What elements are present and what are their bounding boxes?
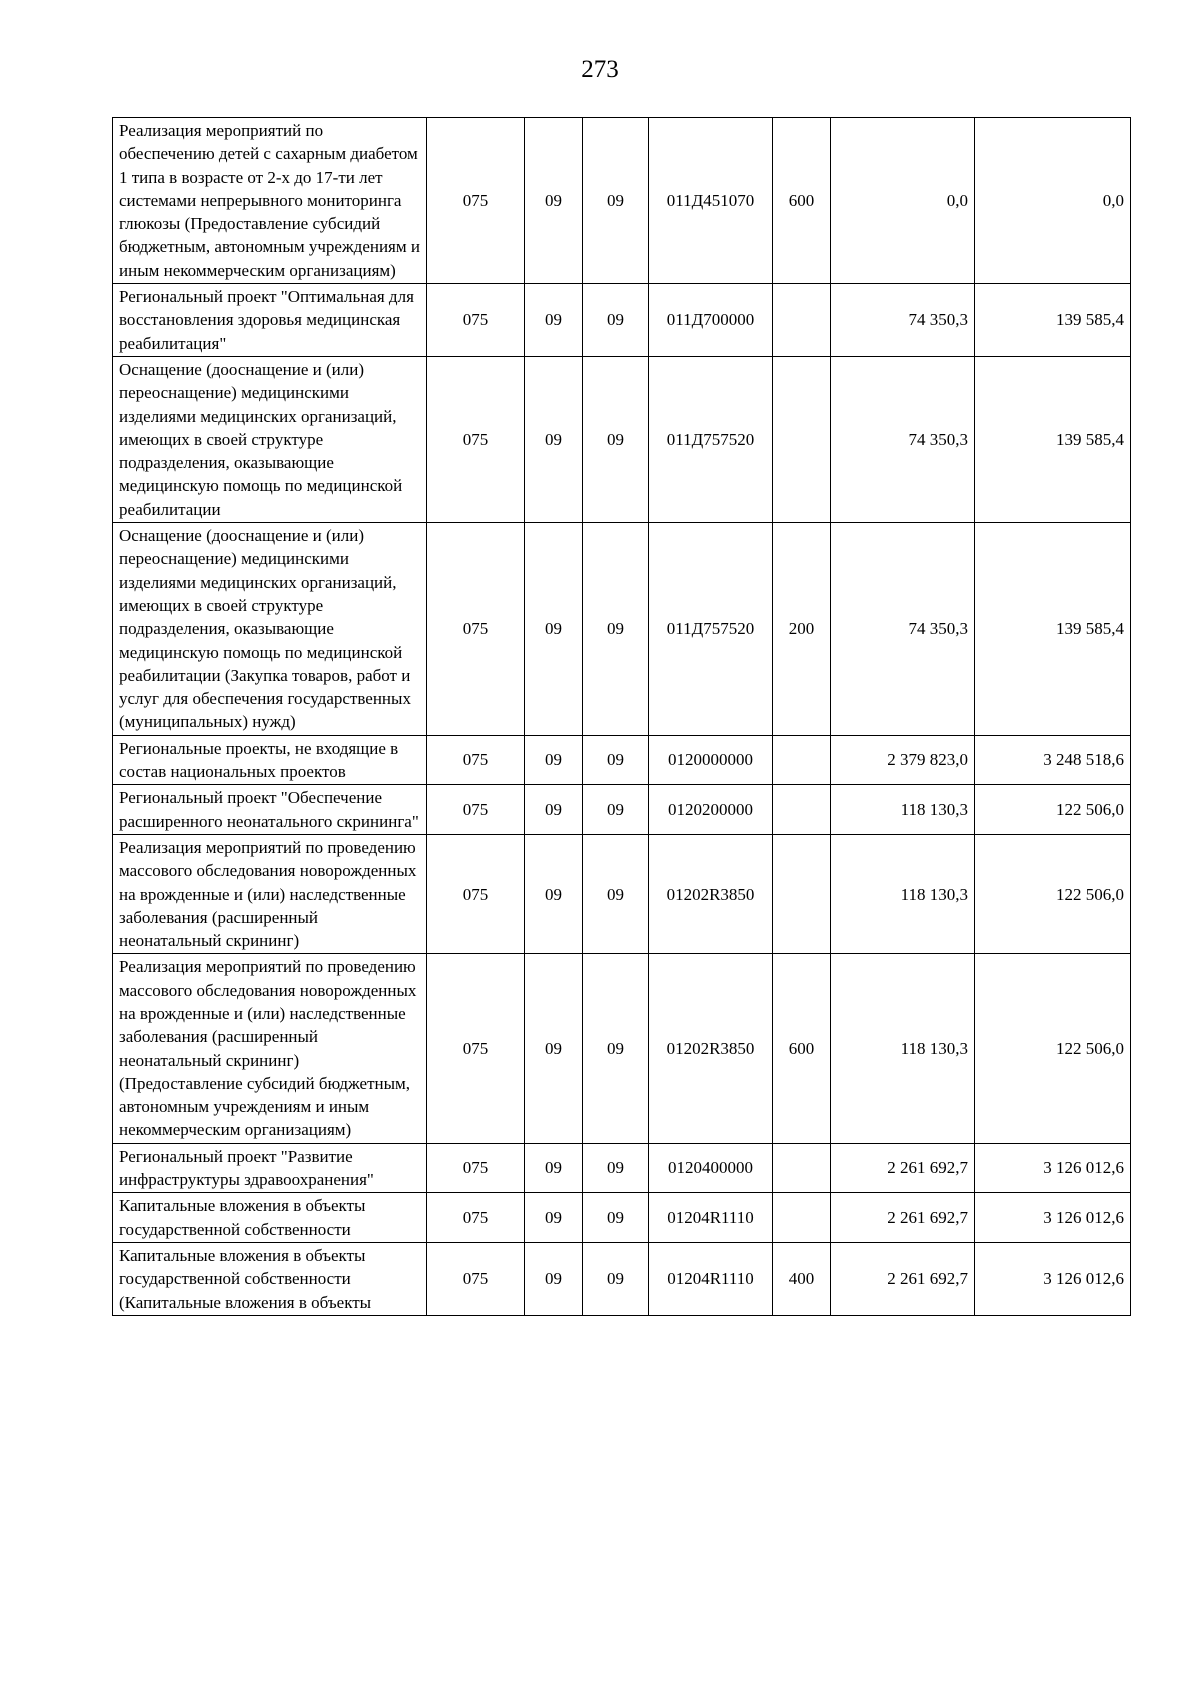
target-article-code: 01204R1110: [649, 1242, 773, 1315]
subsection-code: 09: [583, 118, 649, 284]
target-article-code: 0120200000: [649, 785, 773, 835]
row-name: Региональный проект "Обеспечение расширенного неонатального скрининга": [113, 785, 427, 835]
expense-type-code: [773, 356, 831, 522]
row-name: Реализация мероприятий по проведению массового обследования новорожденных на врожденные и (или) наследственные заболевания (расширенный неонатальный скрининг) (Предоставление субсидий бюджетным, автономным учреждениям и иным некоммерческим организациям): [113, 954, 427, 1143]
expense-type-code: 200: [773, 523, 831, 736]
subsection-code: 09: [583, 356, 649, 522]
amount-year-2: 122 506,0: [975, 785, 1131, 835]
section-code: 09: [525, 284, 583, 357]
amount-year-2: 122 506,0: [975, 834, 1131, 953]
row-name: Оснащение (дооснащение и (или) переоснащение) медицинскими изделиями медицинских организаций, имеющих в своей структуре подразделения, оказывающие медицинскую помощь по медицинской реабилитации: [113, 356, 427, 522]
section-code: 09: [525, 1242, 583, 1315]
amount-year-1: 74 350,3: [831, 523, 975, 736]
amount-year-1: 74 350,3: [831, 356, 975, 522]
amount-year-2: 3 126 012,6: [975, 1242, 1131, 1315]
amount-year-2: 3 248 518,6: [975, 735, 1131, 785]
section-code: 09: [525, 954, 583, 1143]
amount-year-2: 0,0: [975, 118, 1131, 284]
subsection-code: 09: [583, 1143, 649, 1193]
subsection-code: 09: [583, 1193, 649, 1243]
expense-type-code: 400: [773, 1242, 831, 1315]
target-article-code: 011Д451070: [649, 118, 773, 284]
amount-year-2: 139 585,4: [975, 284, 1131, 357]
section-code: 09: [525, 523, 583, 736]
ministry-code: 075: [427, 1143, 525, 1193]
ministry-code: 075: [427, 834, 525, 953]
row-name: Капитальные вложения в объекты государственной собственности: [113, 1193, 427, 1243]
target-article-code: 01202R3850: [649, 954, 773, 1143]
target-article-code: 0120000000: [649, 735, 773, 785]
ministry-code: 075: [427, 1193, 525, 1243]
table-row: [113, 785, 1131, 835]
amount-year-2: 139 585,4: [975, 356, 1131, 522]
section-code: 09: [525, 1193, 583, 1243]
subsection-code: 09: [583, 735, 649, 785]
amount-year-1: 2 261 692,7: [831, 1143, 975, 1193]
ministry-code: 075: [427, 1242, 525, 1315]
table-row: [113, 356, 1131, 522]
amount-year-1: 2 261 692,7: [831, 1193, 975, 1243]
amount-year-2: 139 585,4: [975, 523, 1131, 736]
table-row: [113, 1242, 1131, 1315]
table-row: [113, 523, 1131, 736]
amount-year-2: 3 126 012,6: [975, 1143, 1131, 1193]
subsection-code: 09: [583, 523, 649, 736]
amount-year-1: 0,0: [831, 118, 975, 284]
expense-type-code: 600: [773, 954, 831, 1143]
target-article-code: 01204R1110: [649, 1193, 773, 1243]
section-code: 09: [525, 834, 583, 953]
subsection-code: 09: [583, 785, 649, 835]
ministry-code: 075: [427, 735, 525, 785]
table-row: [113, 954, 1131, 1143]
table-row: [113, 834, 1131, 953]
amount-year-1: 118 130,3: [831, 785, 975, 835]
row-name: Реализация мероприятий по обеспечению детей с сахарным диабетом 1 типа в возрасте от 2-х до 17-ти лет системами непрерывного мониторинга глюкозы (Предоставление субсидий бюджетным, автономным учреждениям и иным некоммерческим организациям): [113, 118, 427, 284]
amount-year-2: 122 506,0: [975, 954, 1131, 1143]
expense-type-code: [773, 1143, 831, 1193]
target-article-code: 0120400000: [649, 1143, 773, 1193]
page-number: 273: [581, 56, 619, 83]
row-name: Капитальные вложения в объекты государственной собственности (Капитальные вложения в объекты: [113, 1242, 427, 1315]
amount-year-1: 2 379 823,0: [831, 735, 975, 785]
subsection-code: 09: [583, 1242, 649, 1315]
table-row: [113, 118, 1131, 284]
subsection-code: 09: [583, 954, 649, 1143]
target-article-code: 01202R3850: [649, 834, 773, 953]
target-article-code: 011Д757520: [649, 356, 773, 522]
ministry-code: 075: [427, 118, 525, 284]
target-article-code: 011Д757520: [649, 523, 773, 736]
ministry-code: 075: [427, 523, 525, 736]
row-name: Региональные проекты, не входящие в состав национальных проектов: [113, 735, 427, 785]
section-code: 09: [525, 1143, 583, 1193]
section-code: 09: [525, 356, 583, 522]
budget-table: [112, 117, 1131, 1316]
target-article-code: 011Д700000: [649, 284, 773, 357]
expense-type-code: [773, 735, 831, 785]
expense-type-code: [773, 834, 831, 953]
ministry-code: 075: [427, 954, 525, 1143]
amount-year-1: 74 350,3: [831, 284, 975, 357]
subsection-code: 09: [583, 284, 649, 357]
table-row: [113, 1143, 1131, 1193]
expense-type-code: 600: [773, 118, 831, 284]
subsection-code: 09: [583, 834, 649, 953]
ministry-code: 075: [427, 356, 525, 522]
expense-type-code: [773, 284, 831, 357]
amount-year-2: 3 126 012,6: [975, 1193, 1131, 1243]
amount-year-1: 2 261 692,7: [831, 1242, 975, 1315]
expense-type-code: [773, 785, 831, 835]
table-row: [113, 735, 1131, 785]
section-code: 09: [525, 735, 583, 785]
amount-year-1: 118 130,3: [831, 834, 975, 953]
row-name: Реализация мероприятий по проведению массового обследования новорожденных на врожденные и (или) наследственные заболевания (расширенный неонатальный скрининг): [113, 834, 427, 953]
table-row: [113, 284, 1131, 357]
expense-type-code: [773, 1193, 831, 1243]
row-name: Оснащение (дооснащение и (или) переоснащение) медицинскими изделиями медицинских организаций, имеющих в своей структуре подразделения, оказывающие медицинскую помощь по медицинской реабилитации (Закупка товаров, работ и услуг для обеспечения государственных (муниципальных) нужд): [113, 523, 427, 736]
section-code: 09: [525, 118, 583, 284]
table-row: [113, 1193, 1131, 1243]
row-name: Региональный проект "Оптимальная для восстановления здоровья медицинская реабилитация": [113, 284, 427, 357]
row-name: Региональный проект "Развитие инфраструктуры здравоохранения": [113, 1143, 427, 1193]
amount-year-1: 118 130,3: [831, 954, 975, 1143]
ministry-code: 075: [427, 284, 525, 357]
section-code: 09: [525, 785, 583, 835]
ministry-code: 075: [427, 785, 525, 835]
